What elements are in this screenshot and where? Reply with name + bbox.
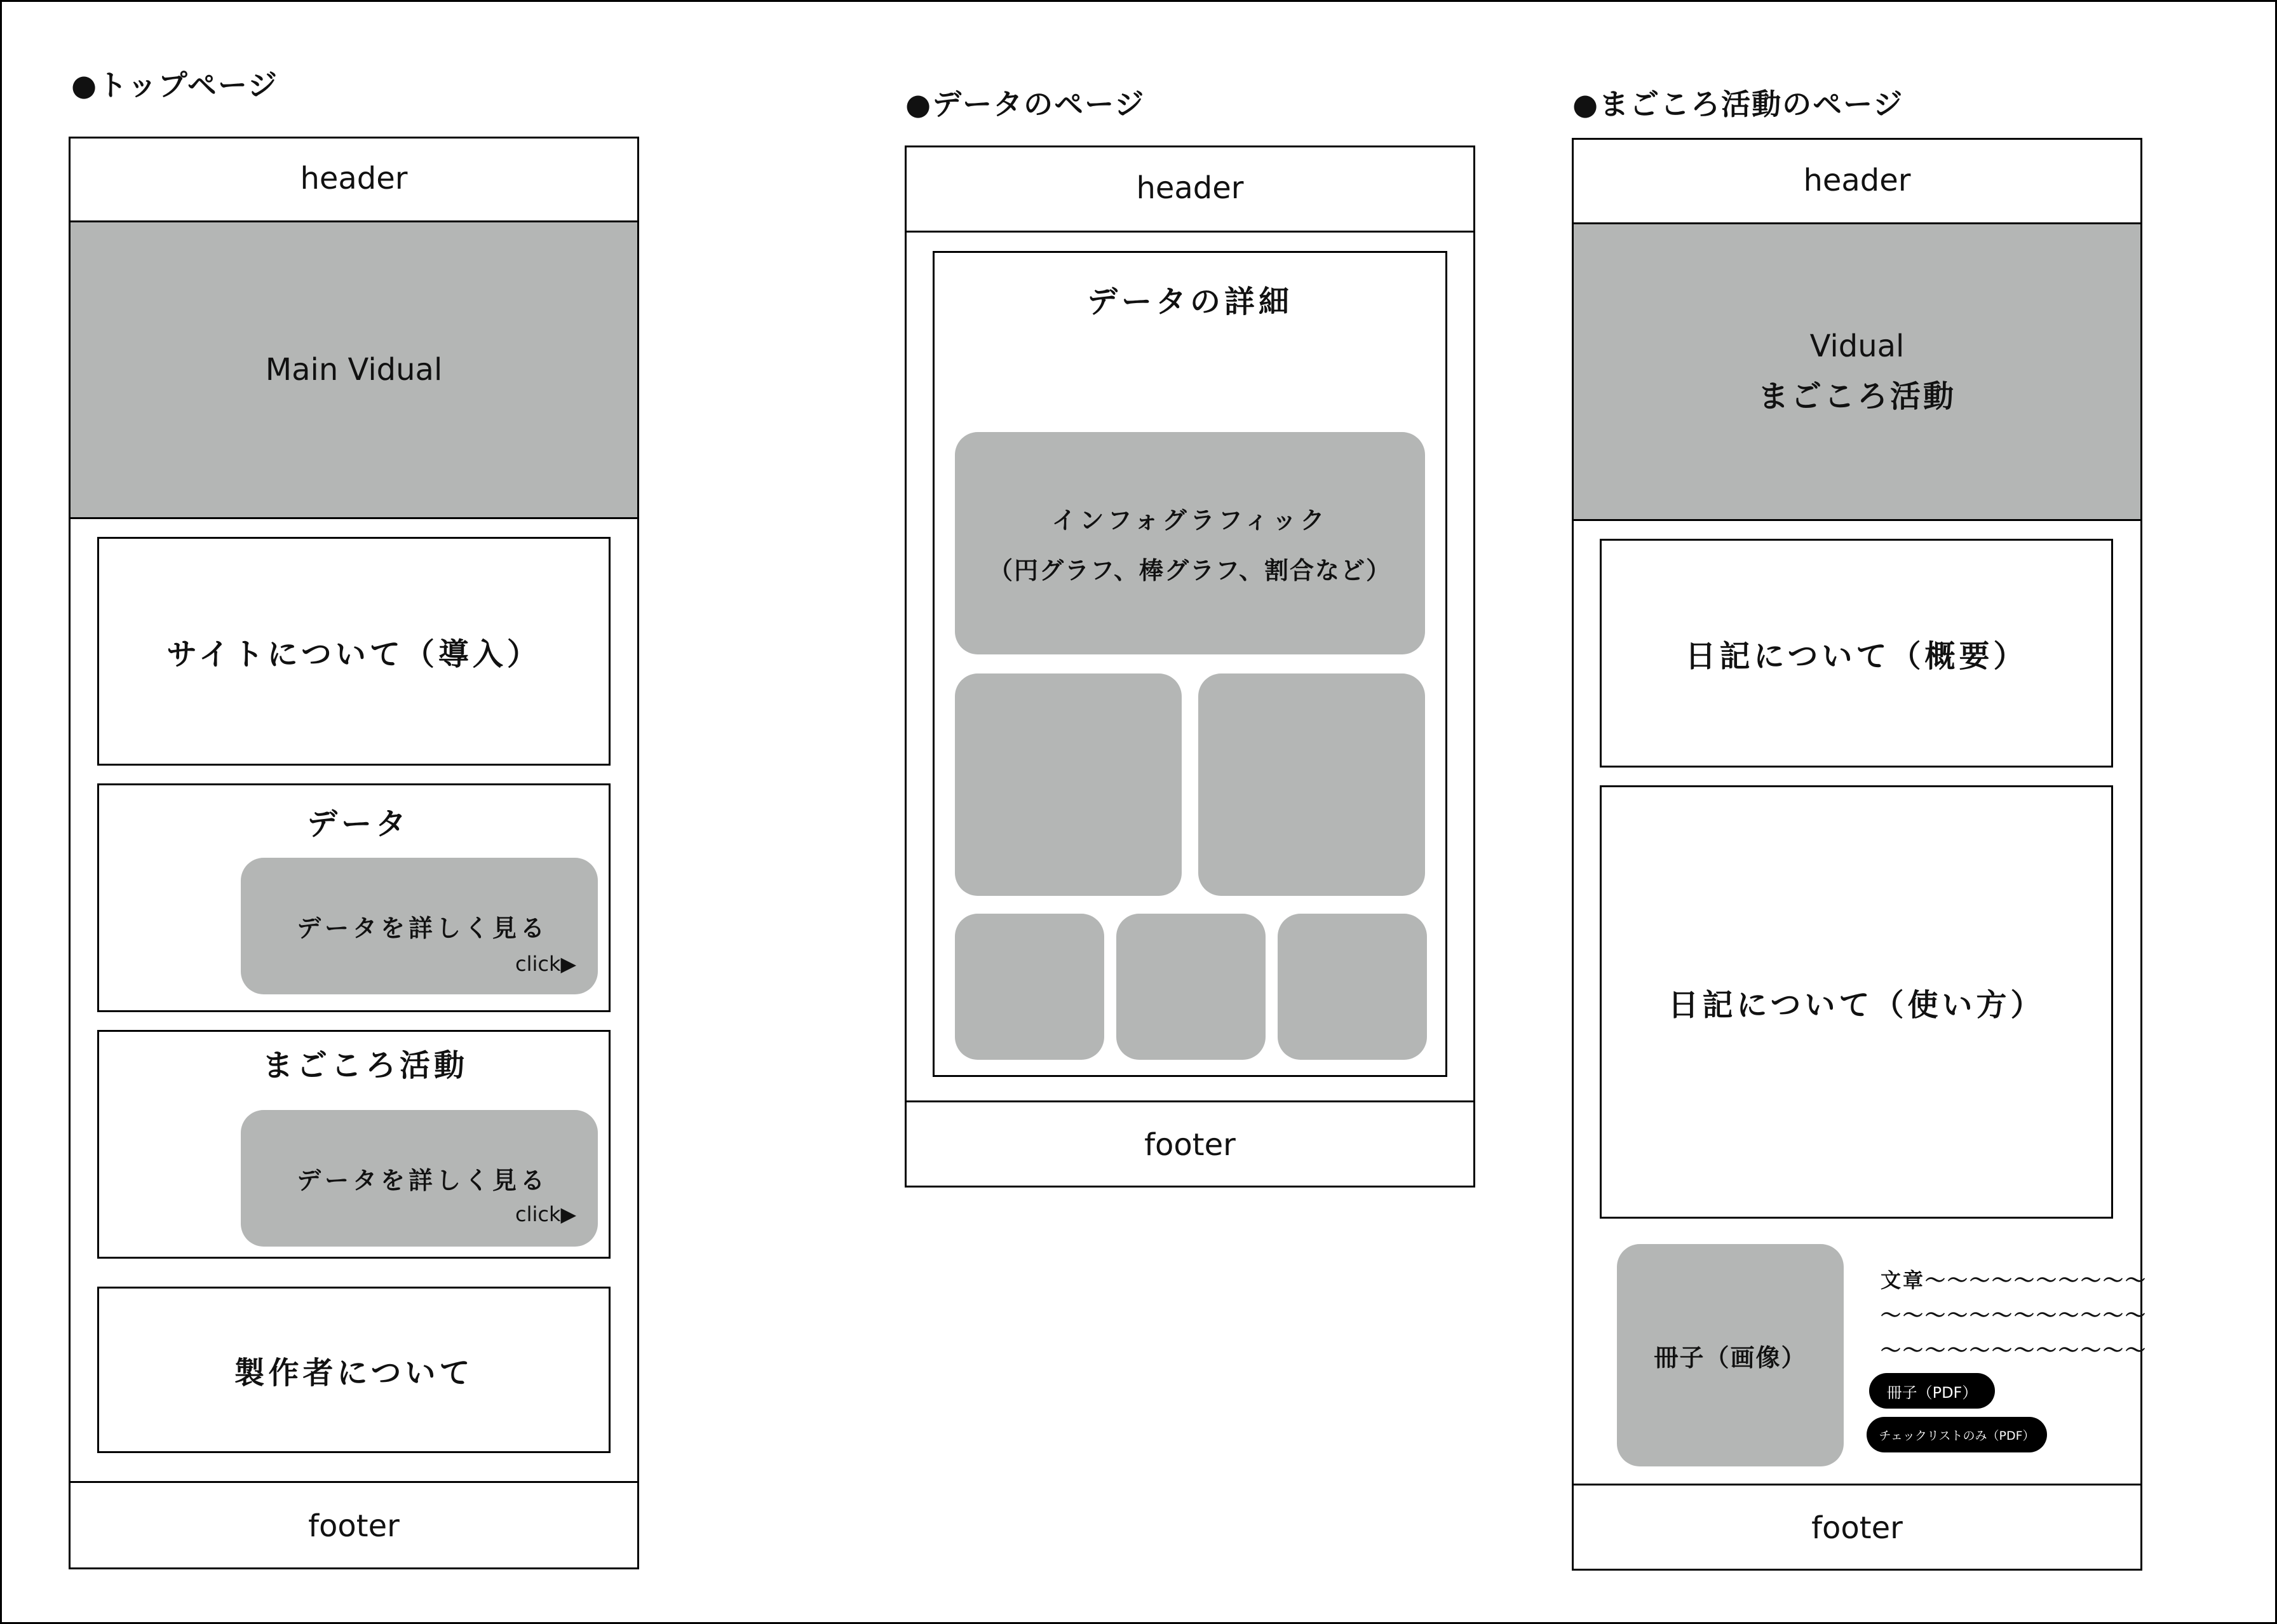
checklist-pdf-button[interactable]: チェックリストのみ（PDF） (1867, 1417, 2047, 1452)
text-line-3: 〜〜〜〜〜〜〜〜〜〜〜〜 (1881, 1338, 2148, 1362)
magokoro-page-caption: ●まごころ活動のページ (1572, 87, 1904, 121)
top-header-label: header (300, 161, 408, 196)
data-section (97, 783, 611, 1012)
data-detail-title: データの詳細 (1086, 284, 1293, 320)
diary-overview-label: 日記について（概要） (1685, 638, 2028, 674)
data-header (905, 145, 1475, 233)
top-header (69, 137, 639, 222)
chart-placeholder-5 (1278, 914, 1427, 1060)
magokoro-detail-button[interactable] (241, 1110, 598, 1247)
data-click-label: click▶ (515, 952, 577, 976)
top-page-caption: ●トップページ (71, 68, 278, 102)
diary-usage-section (1600, 785, 2113, 1219)
text-line-2: 〜〜〜〜〜〜〜〜〜〜〜〜 (1881, 1303, 2148, 1327)
booklet-image-label: 冊子（画像） (1654, 1343, 1807, 1372)
magokoro-visual (1574, 224, 2140, 521)
booklet-image-placeholder (1617, 1244, 1844, 1466)
data-footer (905, 1100, 1475, 1188)
infographic-label-line2: （円グラフ、棒グラフ、割合など） (989, 557, 1391, 585)
diary-usage-label: 日記について（使い方） (1668, 987, 2045, 1023)
data-page-caption: ●データのページ (905, 87, 1145, 121)
top-main-visual (71, 222, 637, 519)
main-visual-label: Main Vidual (265, 352, 443, 388)
infographic-label-line1: インフォグラフィック (1051, 506, 1328, 534)
about-creator-label: 製作者について (234, 1355, 474, 1391)
magokoro-section (97, 1030, 611, 1259)
diary-overview-section (1600, 539, 2113, 768)
chart-placeholder-4 (1116, 914, 1266, 1060)
magokoro-click-label: click▶ (515, 1202, 577, 1226)
about-site-section (97, 537, 611, 766)
magokoro-visual-line2: まごころ活動 (1757, 378, 1956, 414)
data-footer-label: footer (1144, 1127, 1236, 1163)
top-footer (69, 1481, 639, 1569)
text-line-1: 文章〜〜〜〜〜〜〜〜〜〜 (1881, 1268, 2148, 1292)
about-site-label: サイトについて（導入） (166, 636, 541, 672)
magokoro-footer-label: footer (1811, 1510, 1903, 1546)
chart-placeholder-1 (955, 673, 1182, 896)
about-creator-section (97, 1287, 611, 1453)
top-footer-label: footer (308, 1508, 400, 1544)
magokoro-header-label: header (1803, 162, 1911, 198)
infographic-placeholder (955, 432, 1425, 654)
magokoro-section-title: まごころ活動 (262, 1048, 469, 1083)
magokoro-visual-line1: Vidual (1809, 328, 1905, 364)
magokoro-detail-button-label: データを詳しく見る (297, 1167, 549, 1194)
data-section-title: データ (307, 806, 410, 842)
data-detail-panel (933, 251, 1447, 1077)
data-detail-button[interactable] (241, 858, 598, 994)
chart-placeholder-3 (955, 914, 1104, 1060)
booklet-pdf-button[interactable]: 冊子（PDF） (1869, 1373, 1995, 1409)
magokoro-header (1572, 138, 2142, 224)
data-detail-button-label: データを詳しく見る (297, 914, 549, 942)
magokoro-footer (1572, 1484, 2142, 1571)
data-header-label: header (1136, 170, 1244, 206)
chart-placeholder-2 (1198, 673, 1425, 896)
